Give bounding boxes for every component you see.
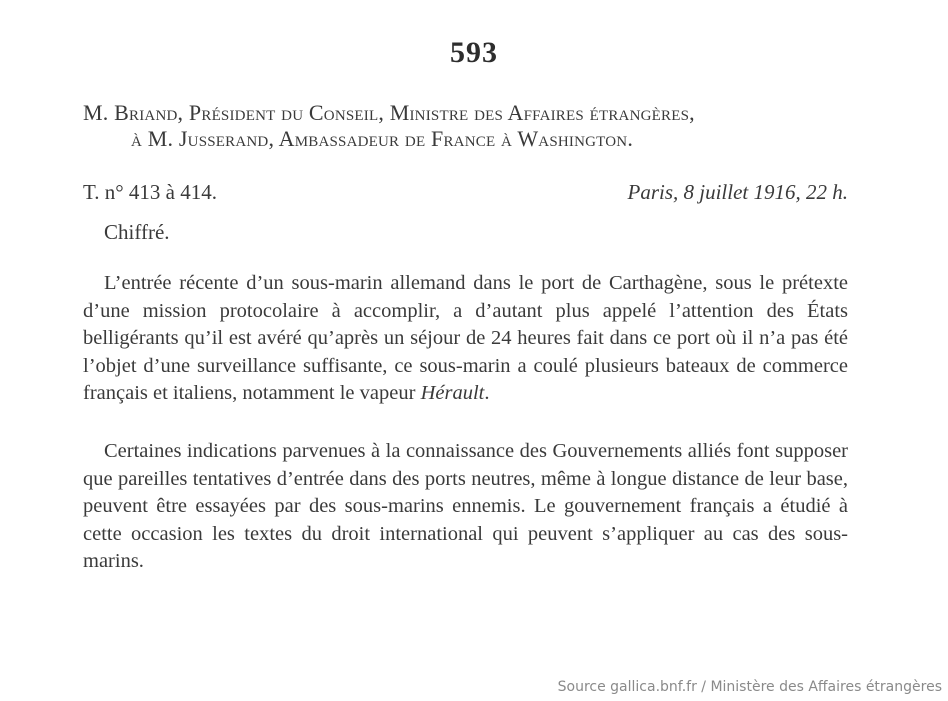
paragraph-1-end: . [484,382,490,405]
paragraph-1-text: L’entrée récente d’un sous-marin allemand dans le port de Carthagène, sous le prétexte d’une mission protocolaire à accomplir, a d’autant plus appelé l’attention des États belligérants qu’il est avéré qu’après un séjour de 24 heures fait dans ce port où il n’a pas été l’objet d’une surveillance suffisante, ce sous-marin a coulé plusieurs bateaux de commerce français et italiens, notamment le vapeur [83,272,848,405]
paragraph-1 [83,270,848,408]
document-number: 593 [450,36,498,69]
heading-sender: M. Briand, Président du Conseil, Ministre des Affaires étrangères, [83,100,695,125]
ship-name: Hérault [420,382,485,405]
reference-row [83,178,848,206]
document-heading [83,100,853,152]
place-date: Paris, 8 juillet 1916, 22 h. [627,180,848,204]
cipher-note: Chiffré. [104,220,170,244]
source-credit: Source gallica.bnf.fr / Ministère des Affaires étrangères [557,679,942,695]
telegram-reference: T. n° 413 à 414. [83,180,217,204]
paragraph-2: Certaines indications parvenues à la connaissance des Gouvernements alliés font supposer que pareilles tentatives d’entrée dans des ports neutres, même à longue distance de leur base, peuvent être essayées par des sous-marins ennemis. Le gouvernement français a étudié à cette occasion les textes du droit international qui peuvent s’appliquer au cas des sous-marins. [83,440,848,573]
heading-recipient: à M. Jusserand, Ambassadeur de France à Washington. [131,126,634,151]
